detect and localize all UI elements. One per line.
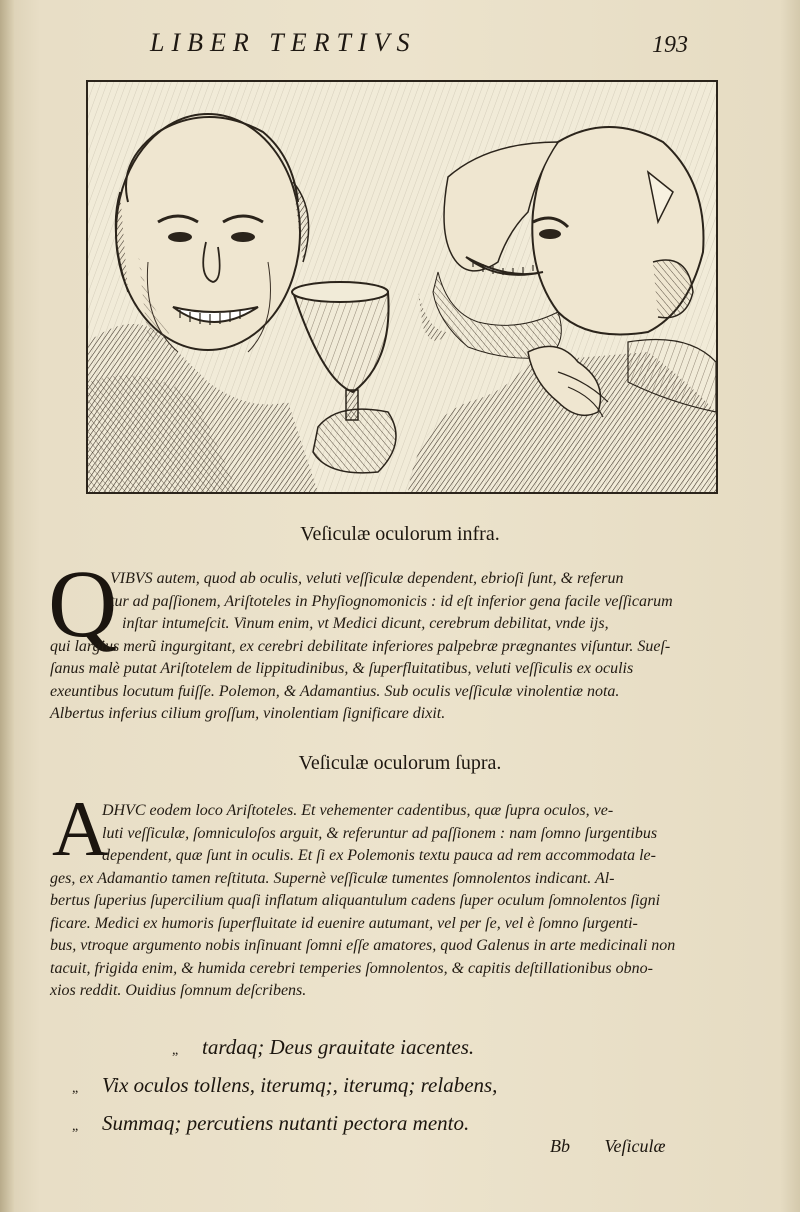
text-line: qui largius merũ ingurgitant, ex cerebri debilitate inferiores palpebræ prægnantes viſuntur. Sueſ-	[50, 637, 671, 655]
text-line: ges, ex Adamantio tamen reſtituta. Supernè veſſiculæ tumentes ſomnolentos indicant. Al-	[50, 869, 615, 887]
text-line: bus, vtroque argumento nobis inſinuant ſomni eſſe amatores, quod Galenus in arte medicinali non	[50, 937, 676, 954]
verse-text: tardaq; Deus grauitate iacentes.	[202, 1035, 475, 1059]
text-line: ficare. Medici ex humoris ſuperfluitate id euenire autumant, vel per ſe, vel è ſomno ſurgenti-	[50, 914, 638, 932]
drop-capital-q: Q	[48, 550, 118, 657]
quote-mark: „	[172, 1043, 179, 1058]
text-line: bertus ſuperius ſupercilium quaſi inflatum aliquantulum cadens ſuper oculum ſomnolentos ſigni	[50, 892, 661, 909]
engraving-illustration	[86, 80, 718, 494]
text-line: DHVC eodem loco Ariſtoteles. Et vehementer cadentibus, quæ ſupra oculos, ve-	[102, 802, 614, 819]
page-gutter	[0, 0, 14, 1212]
verse-text: Vix oculos tollens, iterumq;, iterumq; relabens,	[102, 1073, 498, 1097]
text-line: xios reddit. Ouidius ſomnum deſcribens.	[50, 982, 307, 999]
quote-mark: „	[72, 1081, 79, 1096]
signature-mark: Bb	[550, 1136, 570, 1156]
section-caption-infra: Veſiculæ oculorum infra.	[300, 523, 500, 545]
text-line: tacuit, frigida enim, & humida cerebri temperies ſomnolentos, & capitis deſtillationibus obno-	[50, 959, 653, 977]
verse-text: Summaq; percutiens nutanti pectora mento.	[102, 1111, 470, 1135]
right-figure	[408, 127, 716, 492]
text-line: luti veſſiculæ, ſomniculoſos arguit, & referuntur ad paſſionem : nam ſomno ſurgentibus	[102, 824, 658, 842]
text-line: tur ad paſſionem, Ariſtoteles in Phyſiognomonicis : id eſt inferior gena facile veſſicarum	[110, 592, 673, 610]
footer-signature-catchword	[550, 1136, 666, 1157]
section-caption-supra: Veſiculæ oculorum ſupra.	[298, 752, 502, 774]
paragraph-supra	[50, 800, 710, 1003]
text-line: ſanus malè putat Ariſtotelem de lippitudinibus, & ſuperfluitatibus, veluti veſſiculis ex oculis	[50, 660, 634, 677]
verse-line	[72, 1068, 632, 1106]
verse-line	[72, 1106, 632, 1144]
engraving-drawing	[88, 82, 716, 492]
drop-capital-a: A	[52, 785, 109, 872]
text-line: dependent, quæ ſunt in oculis. Et ſi ex Polemonis textu pauca ad rem accommodata le-	[102, 847, 656, 864]
paragraph-infra	[50, 568, 710, 726]
text-line: inſtar intumeſcit. Vinum enim, vt Medici dicunt, cerebrum debilitat, vnde ijs,	[122, 615, 609, 632]
verse-quotation	[72, 1030, 632, 1144]
text-line: Albertus inferius cilium groſſum, vinolentiam ſignificare dixit.	[50, 705, 446, 722]
text-line: VIBVS autem, quod ab oculis, veluti veſſiculæ dependent, ebrioſi ſunt, & referun	[110, 570, 624, 587]
page-number: 193	[652, 32, 688, 58]
text-line: exeuntibus locutum fuiſſe. Polemon, & Adamantius. Sub oculis veſſiculæ vinolentiæ nota.	[50, 682, 620, 700]
verse-line	[72, 1030, 632, 1068]
running-title: LIBER TERTIVS	[150, 28, 417, 57]
quote-mark: „	[72, 1119, 79, 1134]
catchword: Veſiculæ	[604, 1136, 666, 1156]
